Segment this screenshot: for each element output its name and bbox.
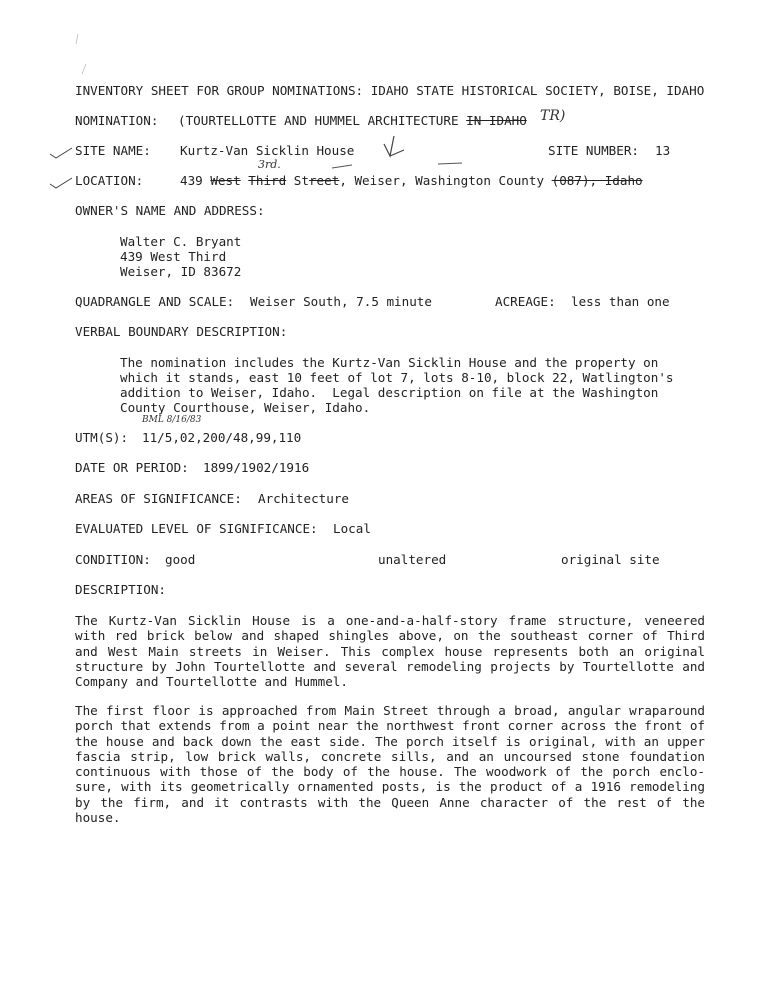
checkmark-icon xyxy=(48,176,74,190)
utm-label: UTM(S): xyxy=(75,430,129,445)
areas-value: Architecture xyxy=(258,491,349,506)
condition-value: good xyxy=(165,552,196,567)
description-paragraph: The first floor is approached from Main Street through a broad, angular wraparound porch that extends from a point near the northwest front corner across the front of the house and back down the east side. The porch itself is original, with an upper fascia strip, low brick walls, concrete sills, and an uncoursed stone foundation continuous with those of the body of the house. The woodwork of the porch enclo-sure, with its geometrically ornamented posts, is the product of a 1916 remodeling by the firm, and it contrasts with the Queen Anne character of the rest of the house. xyxy=(75,703,705,826)
location-value: 439 West Third Street, Weiser, Washington County (087), Idaho xyxy=(180,173,643,188)
condition-value: original site xyxy=(561,552,660,567)
location-struck-code: (087), Idaho xyxy=(551,173,643,188)
nomination-row xyxy=(178,113,527,128)
nomination-label: NOMINATION: xyxy=(75,113,159,128)
handwritten-dashes xyxy=(330,160,470,172)
date-value: 1899/1902/1916 xyxy=(203,460,310,475)
quadrangle-label: QUADRANGLE AND SCALE: xyxy=(75,294,235,309)
boundary-line: which it stands, east 10 feet of lot 7, lots 8-10, block 22, Watlington's xyxy=(120,370,674,385)
nomination-struck: IN IDAHO xyxy=(466,113,527,128)
nomination-handwritten: TR) xyxy=(540,108,566,124)
boundary-label: VERBAL BOUNDARY DESCRIPTION: xyxy=(75,324,288,339)
boundary-line: addition to Weiser, Idaho. Legal description on file at the Washington xyxy=(120,385,659,400)
site-number-value: 13 xyxy=(655,143,671,158)
scan-speck xyxy=(72,30,92,80)
paren-open: ( xyxy=(178,113,186,128)
evaluated-label: EVALUATED LEVEL OF SIGNIFICANCE: xyxy=(75,521,318,536)
condition-label: CONDITION: xyxy=(75,552,151,567)
location-handwritten-3rd: 3rd. xyxy=(258,158,281,171)
site-number-label: SITE NUMBER: xyxy=(548,143,639,158)
form-title: INVENTORY SHEET FOR GROUP NOMINATIONS: IDAHO STATE HISTORICAL SOCIETY, BOISE, IDAHO xyxy=(75,83,705,98)
owner-line: Walter C. Bryant xyxy=(120,234,242,249)
nomination-value: TOURTELLOTTE AND HUMMEL ARCHITECTURE xyxy=(185,113,459,128)
evaluated-value: Local xyxy=(333,521,371,536)
owner-label: OWNER'S NAME AND ADDRESS: xyxy=(75,203,265,218)
site-name-value: Kurtz-Van Sicklin House xyxy=(180,143,355,158)
description-label: DESCRIPTION: xyxy=(75,582,166,597)
check-annotation-icon xyxy=(382,134,406,160)
utm-value: 11/5,02,200/48,99,110 xyxy=(142,430,302,445)
acreage-label: ACREAGE: xyxy=(495,294,556,309)
site-name-label: SITE NAME: xyxy=(75,143,151,158)
owner-line: 439 West Third xyxy=(120,249,227,264)
location-label: LOCATION: xyxy=(75,173,144,188)
checkmark-icon xyxy=(48,146,74,160)
boundary-line: County Courthouse, Weiser, Idaho. xyxy=(120,400,371,415)
acreage-value: less than one xyxy=(571,294,670,309)
quadrangle-value: Weiser South, 7.5 minute xyxy=(250,294,432,309)
utm-handwritten-note: BML 8/16/83 xyxy=(142,415,202,425)
condition-value: unaltered xyxy=(378,552,447,567)
areas-label: AREAS OF SIGNIFICANCE: xyxy=(75,491,242,506)
owner-line: Weiser, ID 83672 xyxy=(120,264,242,279)
description-paragraph: The Kurtz-Van Sicklin House is a one-and-a-half-story frame structure, veneered with red brick below and shaped shingles above, on the southeast corner of Third and West Main streets in Weiser. This complex house represents both an original structure by John Tourtellotte and several remodeling projects by Tourtellotte and Company and Tourtellotte and Hummel. xyxy=(75,613,705,690)
boundary-line: The nomination includes the Kurtz-Van Sicklin House and the property on xyxy=(120,355,659,370)
date-label: DATE OR PERIOD: xyxy=(75,460,189,475)
